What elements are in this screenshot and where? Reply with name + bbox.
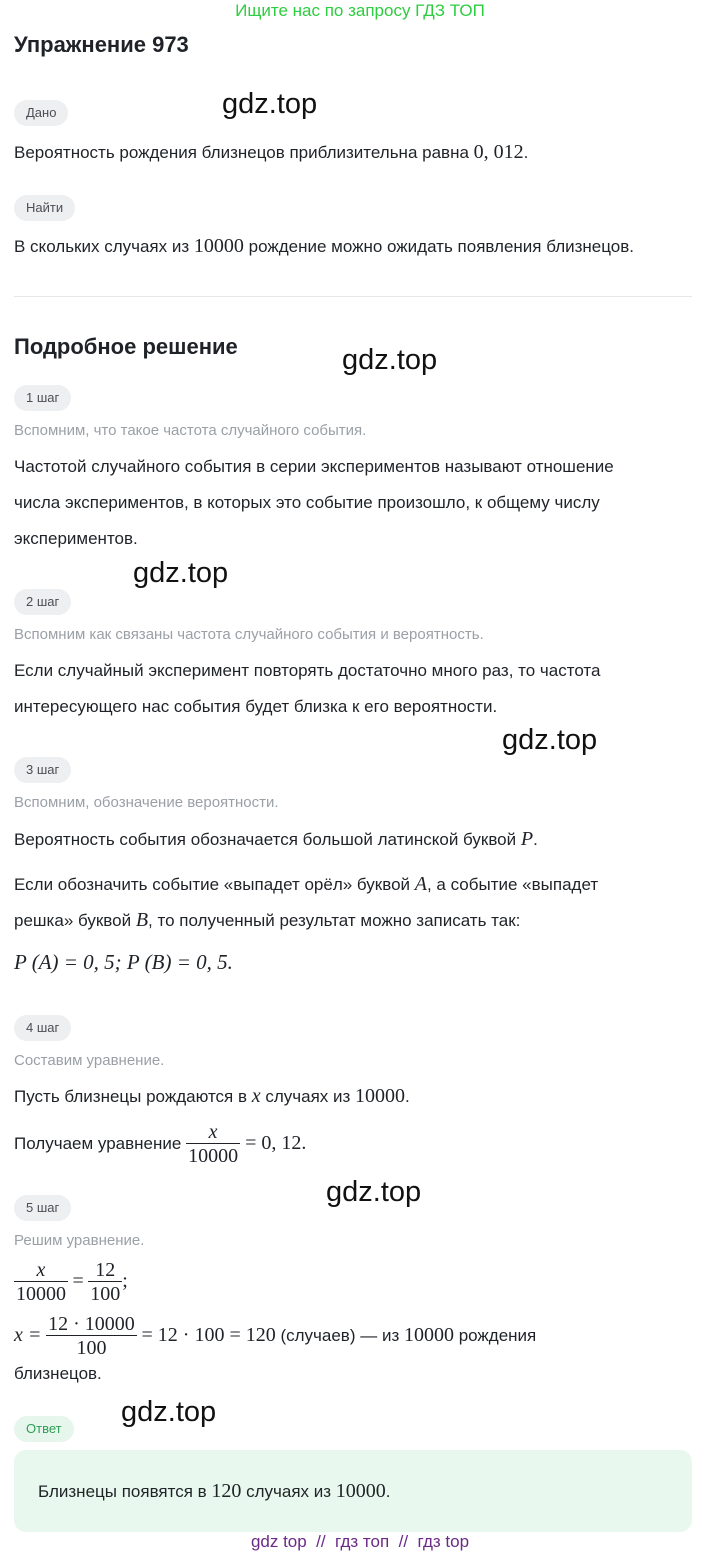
probability-formula: P (A) = 0, 5; P (B) = 0, 5. — [14, 950, 233, 974]
step-badge: 2 шаг — [14, 589, 71, 615]
answer-badge: Ответ — [14, 1416, 74, 1442]
step-text-line: Вероятность события обозначается большой латинской буквой P. — [14, 828, 538, 850]
step-text-line: интересующего нас события будет близка к его вероятности. — [14, 697, 498, 716]
page-title: Упражнение 973 — [14, 32, 189, 57]
watermark: gdz.top — [326, 1176, 422, 1208]
watermark: gdz.top — [222, 88, 318, 120]
find-text: В скольких случаях из 10000 рождение можно ожидать появления близнецов. — [14, 235, 635, 257]
answer-text: Близнецы появятся в 120 случаях из 10000. — [38, 1480, 391, 1502]
step-badge: 3 шаг — [14, 757, 71, 783]
step-text-line: экспериментов. — [14, 529, 138, 548]
step-hint: Решим уравнение. — [14, 1232, 145, 1249]
step-hint: Вспомним, обозначение вероятности. — [14, 794, 279, 811]
step-text-line: Пусть близнецы рождаются в x случаях из 10000. — [14, 1085, 410, 1107]
step-text-line: решка» буквой B, то полученный результат можно записать так: — [14, 909, 521, 931]
watermark: gdz.top — [502, 724, 598, 756]
watermark: gdz.top — [342, 344, 438, 376]
given-text: Вероятность рождения близнецов приблизительна равна 0, 012. — [14, 141, 529, 163]
step-hint: Составим уравнение. — [14, 1052, 165, 1069]
step-hint: Вспомним, что такое частота случайного события. — [14, 422, 367, 439]
watermark: gdz.top — [133, 557, 229, 589]
find-badge: Найти — [14, 195, 75, 221]
given-badge: Дано — [14, 100, 68, 126]
equation-line: $\frac{x}{10000}$ = $\frac{12}{100}$ ; — [16, 1259, 128, 1306]
step-text-line: Если обозначить событие «выпадет орёл» буквой A, а событие «выпадет — [14, 873, 599, 895]
divider — [14, 296, 692, 297]
step-badge: 1 шаг — [14, 385, 71, 411]
step-badge: 5 шаг — [14, 1195, 71, 1221]
step-text-line: Частотой случайного события в серии экспериментов называют отношение — [14, 457, 614, 476]
watermark: gdz.top — [121, 1396, 217, 1428]
step-text-line: Если случайный эксперимент повторять достаточно много раз, то частота — [14, 661, 601, 680]
top-banner: Ищите нас по запросу ГДЗ ТОП — [235, 1, 485, 20]
equation-line: x = $\frac{12 \cdot 10000}{100}$ = 12 · 100 = 120 (случаев) — из 10000 рождения — [14, 1313, 537, 1360]
step-badge: 4 шаг — [14, 1015, 71, 1041]
step-text-line: близнецов. — [14, 1364, 102, 1383]
fraction: $\frac{12 \cdot 10000}{100}$ — [48, 1313, 135, 1360]
fraction: $\frac{12}{100}$ — [90, 1259, 121, 1306]
step-text-line: числа экспериментов, в которых это событие произошло, к общему числу — [14, 493, 600, 512]
step-hint: Вспомним как связаны частота случайного события и вероятность. — [14, 626, 484, 643]
fraction: $\frac{x}{10000}$ — [16, 1259, 66, 1306]
equation-line: Получаем уравнение $\frac{x}{10000}$ = 0, 12. — [14, 1121, 307, 1168]
fraction: $\frac{x}{10000}$ — [188, 1121, 239, 1168]
footer-links[interactable]: gdz top // гдз топ // гдз top — [250, 1532, 470, 1551]
solution-title: Подробное решение — [14, 334, 238, 359]
